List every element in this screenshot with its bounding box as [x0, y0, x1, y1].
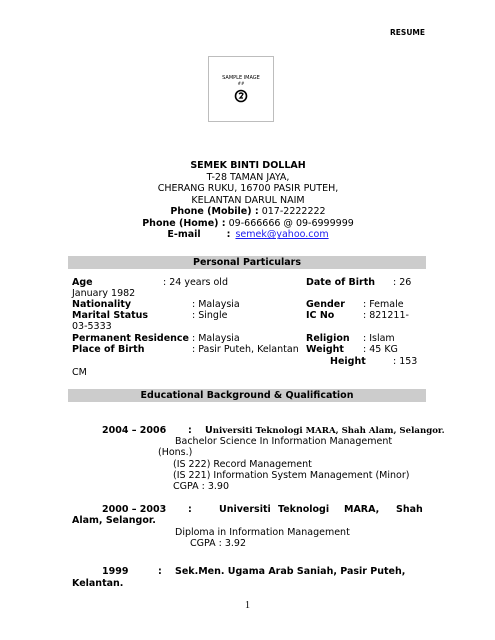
education-2-years: 2000 – 2003 — [102, 504, 167, 515]
home-value: 09-666666 @ 09-6999999 — [225, 217, 354, 229]
education-2-colon: : — [188, 504, 192, 515]
document-header-label: RESUME — [390, 28, 425, 37]
ic-number-label: IC No — [306, 310, 335, 321]
home-label: Phone (Home) : — [142, 217, 226, 229]
permanent-residence-label: Permanent Residence — [72, 333, 189, 344]
education-2-institution-word-1: Universiti — [219, 504, 271, 515]
section-educational-background: Educational Background & Qualification — [68, 389, 426, 402]
nationality-label: Nationality — [72, 299, 132, 310]
email-link[interactable]: semek@yahoo.com — [235, 229, 329, 241]
place-of-birth-label: Place of Birth — [72, 344, 145, 355]
education-3-colon: : — [158, 566, 162, 577]
education-1-institution-initial: U — [205, 425, 213, 436]
gender-label: Gender — [306, 299, 345, 310]
address-line-1: T-28 TAMAN JAYA, — [206, 171, 290, 183]
education-2-institution-word-4: Shah — [396, 504, 423, 515]
section-personal-particulars: Personal Particulars — [68, 256, 426, 269]
nationality-value: : Malaysia — [192, 299, 240, 310]
profile-photo — [208, 56, 274, 122]
contact-block — [60, 160, 436, 241]
dob-value-continued: January 1982 — [72, 288, 136, 299]
email-separator: : — [226, 229, 231, 241]
dob-label: Date of Birth — [306, 277, 376, 288]
education-2-institution-continued: Alam, Selangor. — [72, 515, 156, 526]
education-1-degree: Bachelor Science In Information Management — [175, 436, 393, 447]
photo-caption-mark: ## — [237, 81, 245, 86]
address-line-2: CHERANG RUKU, 16700 PASIR PUTEH, — [157, 183, 339, 195]
age-label: Age — [72, 277, 93, 288]
marital-status-label: Marital Status — [72, 310, 149, 321]
address-line-3: KELANTAN DARUL NAIM — [191, 194, 305, 206]
education-1-institution — [205, 425, 445, 437]
education-2-institution-word-3: MARA, — [344, 504, 380, 515]
mobile-phone — [60, 206, 436, 218]
sample-logo-icon — [234, 89, 248, 103]
height-value: : 153 — [393, 356, 418, 367]
weight-label: Weight — [306, 344, 344, 355]
education-2-institution-word-2: Teknologi — [278, 504, 330, 515]
photo-caption: SAMPLE IMAGE — [222, 75, 260, 81]
education-3-institution-continued: Kelantan. — [72, 578, 124, 589]
marital-status-value: : Single — [192, 310, 228, 321]
education-1-minor: (IS 221) Information System Management (Minor) — [173, 470, 410, 481]
gender-value: : Female — [363, 299, 404, 310]
dob-value: : 26 — [393, 277, 412, 288]
education-1-years: 2004 – 2006 — [102, 425, 167, 436]
education-2-diploma: Diploma in Information Management — [175, 527, 350, 538]
mobile-value: 017-2222222 — [258, 206, 326, 218]
education-3-institution: Sek.Men. Ugama Arab Saniah, Pasir Puteh, — [175, 566, 406, 577]
education-1-major: (IS 222) Record Management — [173, 459, 312, 470]
page-number: 1 — [245, 600, 250, 611]
education-2-cgpa: CGPA : 3.92 — [190, 538, 247, 549]
weight-value: : 45 KG — [363, 344, 398, 355]
education-1-degree-honours: (Hons.) — [158, 447, 193, 458]
education-3-year: 1999 — [102, 566, 129, 577]
height-continued: CM — [72, 367, 87, 378]
place-of-birth-value: : Pasir Puteh, Kelantan — [192, 344, 299, 355]
home-phone — [60, 218, 436, 230]
email-row — [60, 229, 436, 241]
education-1-institution-rest: niversiti Teknologi MARA, Shah Alam, Selangor. — [212, 426, 445, 436]
education-1-cgpa: CGPA : 3.90 — [173, 481, 230, 492]
religion-label: Religion — [306, 333, 350, 344]
religion-value: : Islam — [363, 333, 395, 344]
ic-number-continued: 03-5333 — [72, 321, 112, 332]
candidate-name: SEMEK BINTI DOLLAH — [190, 160, 306, 171]
permanent-residence-value: : Malaysia — [192, 333, 240, 344]
mobile-label: Phone (Mobile) : — [170, 206, 259, 218]
education-1-colon: : — [188, 425, 192, 436]
age-value: : 24 years old — [163, 277, 228, 288]
height-label: Height — [330, 356, 366, 367]
email-label: E-mail — [167, 229, 201, 241]
ic-number-value: : 821211- — [363, 310, 409, 321]
